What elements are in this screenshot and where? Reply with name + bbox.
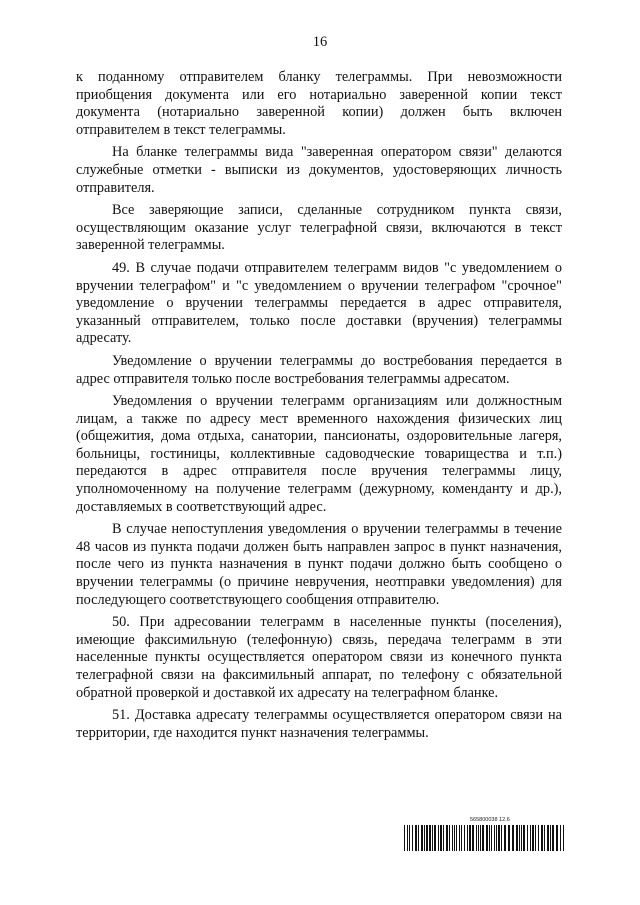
barcode-number: 565800038 12.6 xyxy=(470,817,510,823)
barcode-block xyxy=(404,817,564,853)
paragraph-organizations: Уведомления о вручении телеграмм организациям или должностным лицам, а также по адресу мест временного нахождения физических лиц (общежития, дома отдыха, санатории, пансионаты, оздоровительные лагеря, больницы, гостиницы, коллективные садоводческие товарищества и т.п.) передаются в адрес отправителя после вручения телеграммы лицу, уполномоченному на получение телеграмм (дежурному, коменданту и др.), доставляемых в соответствующий адрес. xyxy=(76,393,562,515)
paragraph-continuation: к поданному отправителем бланку телеграммы. При невозможности приобщения документа или его нотариально заверенной копии текст документа (нотариально заверенной копии) должен быть включен отправителем в текст телеграммы. xyxy=(76,69,562,138)
paragraph-clause-49: 49. В случае подачи отправителем телеграмм видов "с уведомлением о вручении телеграфом" и "с уведомлением о вручении телеграфом "срочное" уведомление о вручении телеграммы передается в адрес отправителя, указанный отправителем, только после доставки (вручения) телеграммы адресату. xyxy=(76,259,562,347)
paragraph-certifying-records: Все заверяющие записи, сделанные сотрудником пункта связи, осуществляющим оказание услуг телеграфной связи, включаются в текст заверенной телеграммы. xyxy=(76,202,562,254)
document-body xyxy=(76,69,562,747)
paragraph-poste-restante: Уведомление о вручении телеграммы до востребования передается в адрес отправителя только после востребования телеграммы адресатом. xyxy=(76,352,562,387)
paragraph-clause-51: 51. Доставка адресату телеграммы осуществляется оператором связи на территории, где находится пункт назначения телеграммы. xyxy=(76,707,562,741)
barcode-icon xyxy=(404,825,564,851)
paragraph-clause-50: 50. При адресовании телеграмм в населенные пункты (поселения), имеющие факсимильную (телефонную) связь, передача телеграмм в эти населенные пункты осуществляется оператором связи из конечного пункта телеграфной связи на факсимильный аппарат, по телефону с обязательной обратной проверкой и доставкой их адресату на телеграфном бланке. xyxy=(76,614,562,701)
paragraph-non-receipt: В случае непоступления уведомления о вручении телеграммы в течение 48 часов из пункта подачи должен быть направлен запрос в пункт назначения, после чего из пункта назначения в пункт подачи должно быть сообщено о вручении телеграммы (о причине невручения, неотправки уведомления) для последующего соответствующего сообщения отправителю. xyxy=(76,521,562,608)
page-number: 16 xyxy=(312,34,328,50)
paragraph-certified-form: На бланке телеграммы вида "заверенная оператором связи" делаются служебные отметки - выписки из документов, удостоверяющих личность отправителя. xyxy=(76,144,562,196)
